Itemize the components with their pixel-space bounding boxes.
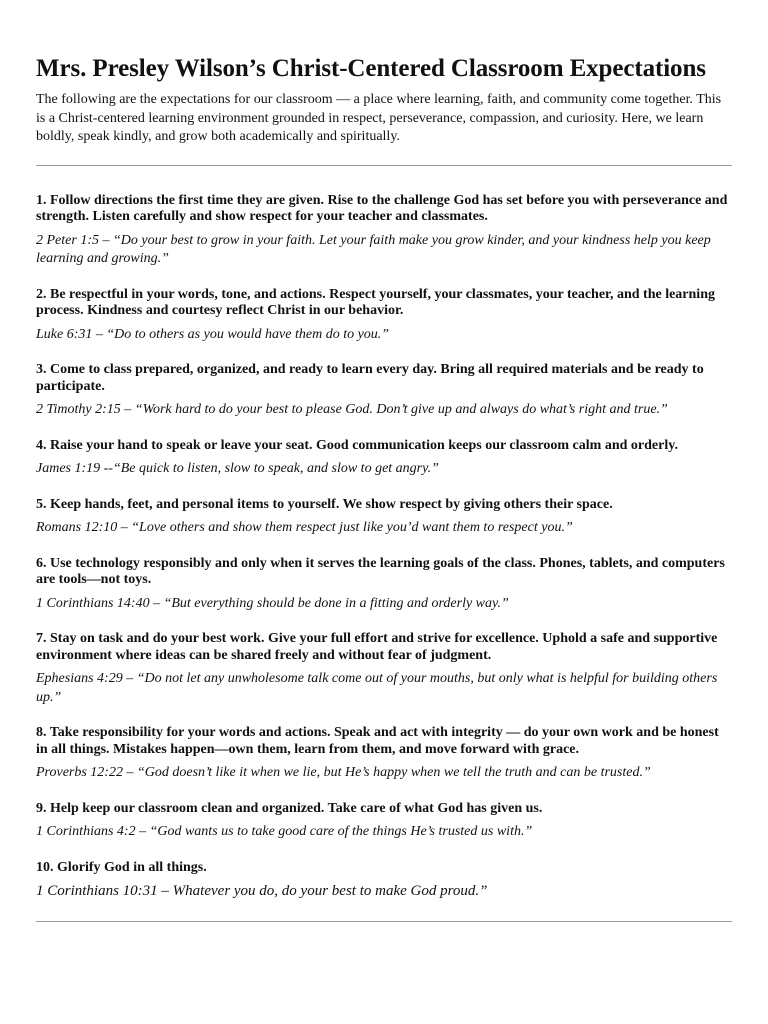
intro-paragraph: The following are the expectations for our classroom — a place where learning, faith, and community come together. This is a Christ-centered learning environment grounded in respect, perseverance, compassion, and curiosity. Here, we learn boldly, speak kindly, and grow both academically and spiritually. <box>36 92 722 144</box>
expectation-item <box>36 193 732 269</box>
expectation-text: 9. Help keep our classroom clean and organized. Take care of what God has given us. <box>36 800 543 816</box>
expectation-item <box>36 438 732 479</box>
expectation-item <box>36 287 732 345</box>
scripture-verse: 1 Corinthians 4:2 – “God wants us to take good care of the things He’s trusted us with.” <box>36 824 533 839</box>
scripture-verse: 2 Timothy 2:15 – “Work hard to do your best to please God. Don’t give up and always do what’s right and true.” <box>36 402 668 417</box>
expectation-item <box>36 362 732 420</box>
expectation-text: 6. Use technology responsibly and only when it serves the learning goals of the class. Phones, tablets, and computers are tools—not toys. <box>36 555 725 587</box>
expectations-list <box>36 193 732 901</box>
expectation-text: 2. Be respectful in your words, tone, and actions. Respect yourself, your classmates, your teacher, and the learning process. Kindness and courtesy reflect Christ in our behavior. <box>36 286 715 318</box>
expectation-item <box>36 497 732 538</box>
scripture-verse: Proverbs 12:22 – “God doesn’t like it when we lie, but He’s happy when we tell the truth and can be trusted.” <box>36 765 651 780</box>
expectation-text: 1. Follow directions the first time they are given. Rise to the challenge God has set before you with perseverance and strength. Listen carefully and show respect for your teacher and classmates. <box>36 192 728 224</box>
scripture-verse: James 1:19 --“Be quick to listen, slow to speak, and slow to get angry.” <box>36 461 439 476</box>
page-title: Mrs. Presley Wilson’s Christ-Centered Classroom Expectations <box>36 55 706 82</box>
scripture-verse: 1 Corinthians 10:31 – Whatever you do, do your best to make God proud.” <box>36 883 488 899</box>
expectation-text: 5. Keep hands, feet, and personal items to yourself. We show respect by giving others their space. <box>36 496 613 512</box>
expectation-text: 8. Take responsibility for your words and actions. Speak and act with integrity — do your own work and be honest in all things. Mistakes happen—own them, learn from them, and move forward with grace. <box>36 725 719 757</box>
expectation-text: 10. Glorify God in all things. <box>36 859 207 875</box>
expectation-text: 7. Stay on task and do your best work. Give your full effort and strive for excellence. Uphold a safe and supportive environment where ideas can be shared freely and without fear of judgment. <box>36 631 718 663</box>
expectation-item <box>36 631 732 707</box>
expectation-text: 4. Raise your hand to speak or leave your seat. Good communication keeps our classroom calm and orderly. <box>36 437 678 453</box>
expectation-item <box>36 725 732 783</box>
expectation-item <box>36 801 732 842</box>
scripture-verse: 1 Corinthians 14:40 – “But everything should be done in a fitting and orderly way.” <box>36 595 509 611</box>
expectation-item <box>36 860 732 901</box>
expectation-text: 3. Come to class prepared, organized, and ready to learn every day. Bring all required materials and be ready to participate. <box>36 362 704 394</box>
scripture-verse: Ephesians 4:29 – “Do not let any unwholesome talk come out of your mouths, but only what is helpful for building others up.” <box>36 671 718 705</box>
scripture-verse: 2 Peter 1:5 – “Do your best to grow in your faith. Let your faith make you grow kinder, and your kindness help you keep learning and growing.” <box>36 232 711 266</box>
expectation-item <box>36 556 732 614</box>
scripture-verse: Romans 12:10 – “Love others and show them respect just like you’d want them to respect you.” <box>36 520 573 535</box>
top-divider <box>36 165 732 166</box>
bottom-divider <box>36 921 732 922</box>
scripture-verse: Luke 6:31 – “Do to others as you would have them do to you.” <box>36 326 390 342</box>
